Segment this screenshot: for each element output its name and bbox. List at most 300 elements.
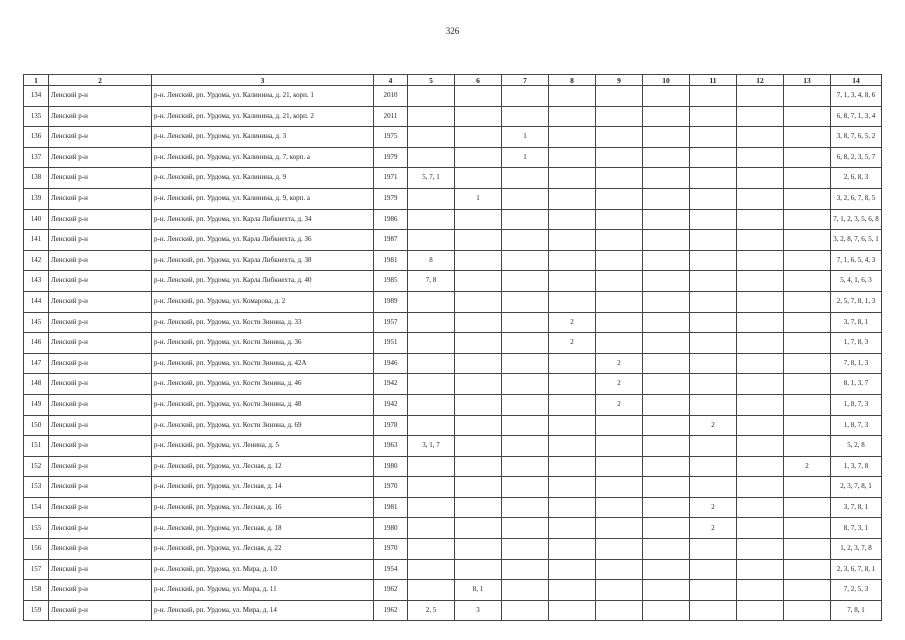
table-cell-col-13 [784, 580, 831, 601]
table-cell-col-1: 158 [24, 580, 49, 601]
table-cell-col-8 [549, 559, 596, 580]
table-cell-col-12 [737, 559, 784, 580]
table-cell-col-10 [643, 477, 690, 498]
table-cell-col-4: 1979 [374, 188, 408, 209]
table-cell-col-3: р-н. Ленский, рп. Урдома, ул. Калинина, д. 7, корп. а [152, 147, 374, 168]
table-cell-col-1: 137 [24, 147, 49, 168]
table-cell-col-1: 148 [24, 374, 49, 395]
table-cell-col-10 [643, 518, 690, 539]
column-header-9: 9 [596, 75, 643, 86]
column-header-1: 1 [24, 75, 49, 86]
table-cell-col-11 [690, 600, 737, 621]
table-cell-col-14: 3, 7, 8, 1 [831, 497, 882, 518]
table-cell-col-8 [549, 250, 596, 271]
table-row [24, 147, 882, 168]
table-cell-col-11 [690, 271, 737, 292]
table-cell-col-3: р-н. Ленский, рп. Урдома, ул. Карла Либкнехта, д. 40 [152, 271, 374, 292]
table-row [24, 209, 882, 230]
table-cell-col-14: 2, 3, 6, 7, 8, 1 [831, 559, 882, 580]
table-cell-col-5: 7, 8 [408, 271, 455, 292]
table-cell-col-11 [690, 539, 737, 560]
table-cell-col-1: 143 [24, 271, 49, 292]
table-row [24, 580, 882, 601]
table-cell-col-3: р-н. Ленский, рп. Урдома, ул. Калинина, д. 3 [152, 127, 374, 148]
table-cell-col-4: 1985 [374, 271, 408, 292]
table-cell-col-4: 1980 [374, 456, 408, 477]
table-cell-col-1: 155 [24, 518, 49, 539]
table-cell-col-13: 2 [784, 456, 831, 477]
table-row [24, 86, 882, 107]
table-cell-col-12 [737, 518, 784, 539]
table-row [24, 353, 882, 374]
table-cell-col-9: 2 [596, 353, 643, 374]
table-body [24, 86, 882, 621]
table-cell-col-4: 1986 [374, 209, 408, 230]
table-cell-col-13 [784, 600, 831, 621]
table-cell-col-1: 140 [24, 209, 49, 230]
table-cell-col-2: Ленский р-н [49, 106, 152, 127]
column-header-8: 8 [549, 75, 596, 86]
table-cell-col-5 [408, 209, 455, 230]
table-cell-col-1: 149 [24, 394, 49, 415]
table-cell-col-8: 2 [549, 333, 596, 354]
table-cell-col-3: р-н. Ленский, рп. Урдома, ул. Ленина, д. 5 [152, 436, 374, 457]
table-cell-col-6 [455, 230, 502, 251]
table-header-row [24, 75, 882, 86]
table-cell-col-11 [690, 559, 737, 580]
table-cell-col-13 [784, 86, 831, 107]
table-cell-col-8 [549, 271, 596, 292]
table-cell-col-11 [690, 230, 737, 251]
table-cell-col-7: 1 [502, 127, 549, 148]
table-cell-col-5 [408, 518, 455, 539]
table-cell-col-6: 8, 1 [455, 580, 502, 601]
table-row [24, 168, 882, 189]
table-cell-col-8 [549, 580, 596, 601]
table-cell-col-5 [408, 394, 455, 415]
table-cell-col-8 [549, 86, 596, 107]
table-cell-col-11 [690, 580, 737, 601]
table-cell-col-4: 1980 [374, 518, 408, 539]
table-cell-col-6 [455, 106, 502, 127]
table-cell-col-3: р-н. Ленский, рп. Урдома, ул. Лесная, д. 14 [152, 477, 374, 498]
table-cell-col-2: Ленский р-н [49, 477, 152, 498]
table-cell-col-2: Ленский р-н [49, 147, 152, 168]
table-cell-col-8 [549, 168, 596, 189]
table-cell-col-12 [737, 209, 784, 230]
column-header-5: 5 [408, 75, 455, 86]
table-cell-col-2: Ленский р-н [49, 188, 152, 209]
table-cell-col-12 [737, 394, 784, 415]
table-cell-col-13 [784, 106, 831, 127]
table-cell-col-11 [690, 436, 737, 457]
table-cell-col-13 [784, 559, 831, 580]
table-cell-col-1: 135 [24, 106, 49, 127]
table-cell-col-13 [784, 394, 831, 415]
table-cell-col-5 [408, 86, 455, 107]
table-cell-col-11 [690, 477, 737, 498]
table-cell-col-11 [690, 106, 737, 127]
table-cell-col-2: Ленский р-н [49, 353, 152, 374]
table-cell-col-14: 1, 8, 7, 3 [831, 415, 882, 436]
table-cell-col-4: 2010 [374, 86, 408, 107]
table-cell-col-12 [737, 147, 784, 168]
table-cell-col-9: 2 [596, 374, 643, 395]
table-cell-col-8 [549, 477, 596, 498]
table-cell-col-8 [549, 539, 596, 560]
column-header-7: 7 [502, 75, 549, 86]
table-cell-col-14: 2, 3, 7, 8, 1 [831, 477, 882, 498]
table-cell-col-2: Ленский р-н [49, 127, 152, 148]
table-cell-col-7 [502, 600, 549, 621]
table-cell-col-8 [549, 147, 596, 168]
table-cell-col-3: р-н. Ленский, рп. Урдома, ул. Кости Зинина, д. 46 [152, 374, 374, 395]
table-cell-col-6 [455, 456, 502, 477]
table-cell-col-6 [455, 497, 502, 518]
table-cell-col-9 [596, 188, 643, 209]
table-cell-col-2: Ленский р-н [49, 374, 152, 395]
table-cell-col-14: 7, 1, 6, 5, 4, 3 [831, 250, 882, 271]
table-cell-col-8: 2 [549, 312, 596, 333]
table-cell-col-12 [737, 86, 784, 107]
table-cell-col-6 [455, 374, 502, 395]
table-cell-col-9 [596, 250, 643, 271]
table-cell-col-14: 2, 5, 7, 8, 1, 3 [831, 291, 882, 312]
table-cell-col-3: р-н. Ленский, рп. Урдома, ул. Комарова, д. 2 [152, 291, 374, 312]
table-cell-col-2: Ленский р-н [49, 539, 152, 560]
table-cell-col-13 [784, 168, 831, 189]
table-cell-col-5 [408, 127, 455, 148]
table-cell-col-2: Ленский р-н [49, 312, 152, 333]
table-cell-col-10 [643, 353, 690, 374]
table-cell-col-4: 1954 [374, 559, 408, 580]
table-cell-col-6 [455, 312, 502, 333]
table-cell-col-8 [549, 353, 596, 374]
table-cell-col-3: р-н. Ленский, рп. Урдома, ул. Кости Зинина, д. 48 [152, 394, 374, 415]
table-cell-col-12 [737, 230, 784, 251]
table-cell-col-2: Ленский р-н [49, 333, 152, 354]
table-cell-col-7 [502, 456, 549, 477]
table-cell-col-10 [643, 456, 690, 477]
table-cell-col-1: 141 [24, 230, 49, 251]
table-cell-col-11 [690, 188, 737, 209]
table-cell-col-1: 139 [24, 188, 49, 209]
table-cell-col-7 [502, 415, 549, 436]
table-cell-col-10 [643, 333, 690, 354]
table-cell-col-4: 1963 [374, 436, 408, 457]
table-cell-col-10 [643, 291, 690, 312]
table-cell-col-3: р-н. Ленский, рп. Урдома, ул. Мира, д. 10 [152, 559, 374, 580]
table-cell-col-1: 136 [24, 127, 49, 148]
table-row [24, 539, 882, 560]
table-cell-col-13 [784, 497, 831, 518]
table-cell-col-8 [549, 106, 596, 127]
table-cell-col-4: 1951 [374, 333, 408, 354]
table-cell-col-1: 157 [24, 559, 49, 580]
table-cell-col-10 [643, 168, 690, 189]
table-cell-col-8 [549, 497, 596, 518]
table-cell-col-4: 1970 [374, 477, 408, 498]
table-cell-col-14: 7, 8, 1 [831, 600, 882, 621]
table-cell-col-9 [596, 312, 643, 333]
table-cell-col-12 [737, 456, 784, 477]
table-cell-col-12 [737, 600, 784, 621]
table-cell-col-3: р-н. Ленский, рп. Урдома, ул. Карла Либкнехта, д. 36 [152, 230, 374, 251]
table-cell-col-4: 1987 [374, 230, 408, 251]
table-cell-col-10 [643, 600, 690, 621]
table-cell-col-14: 7, 1, 2, 3, 5, 6, 8 [831, 209, 882, 230]
table-cell-col-4: 2011 [374, 106, 408, 127]
table-cell-col-8 [549, 127, 596, 148]
table-cell-col-5 [408, 353, 455, 374]
table-cell-col-2: Ленский р-н [49, 291, 152, 312]
table-cell-col-12 [737, 106, 784, 127]
table-cell-col-1: 134 [24, 86, 49, 107]
table-cell-col-14: 3, 2, 8, 7, 6, 5, 1 [831, 230, 882, 251]
table-cell-col-13 [784, 209, 831, 230]
table-cell-col-12 [737, 436, 784, 457]
table-cell-col-4: 1962 [374, 580, 408, 601]
table-cell-col-9 [596, 291, 643, 312]
table-cell-col-13 [784, 271, 831, 292]
table-cell-col-2: Ленский р-н [49, 518, 152, 539]
table-cell-col-14: 8, 7, 3, 1 [831, 518, 882, 539]
table-row [24, 291, 882, 312]
table-cell-col-9 [596, 600, 643, 621]
column-header-11: 11 [690, 75, 737, 86]
table-cell-col-8 [549, 600, 596, 621]
table-cell-col-1: 142 [24, 250, 49, 271]
table-row [24, 271, 882, 292]
table-cell-col-14: 7, 2, 5, 3 [831, 580, 882, 601]
table-cell-col-10 [643, 106, 690, 127]
table-cell-col-4: 1978 [374, 415, 408, 436]
table-cell-col-14: 6, 8, 2, 3, 5, 7 [831, 147, 882, 168]
table-cell-col-12 [737, 188, 784, 209]
table-cell-col-13 [784, 353, 831, 374]
table-cell-col-2: Ленский р-н [49, 559, 152, 580]
table-cell-col-5 [408, 415, 455, 436]
table-cell-col-9 [596, 436, 643, 457]
table-cell-col-11 [690, 250, 737, 271]
table-cell-col-5 [408, 188, 455, 209]
table-cell-col-9 [596, 333, 643, 354]
table-cell-col-13 [784, 291, 831, 312]
table-cell-col-14: 1, 2, 3, 7, 8 [831, 539, 882, 560]
table-cell-col-4: 1962 [374, 600, 408, 621]
table-cell-col-5: 5, 7, 1 [408, 168, 455, 189]
table-cell-col-3: р-н. Ленский, рп. Урдома, ул. Лесная, д. 18 [152, 518, 374, 539]
table-cell-col-13 [784, 188, 831, 209]
table-row [24, 188, 882, 209]
table-cell-col-13 [784, 333, 831, 354]
table-cell-col-1: 151 [24, 436, 49, 457]
table-row [24, 312, 882, 333]
table-cell-col-6 [455, 518, 502, 539]
table-cell-col-9 [596, 86, 643, 107]
table-cell-col-2: Ленский р-н [49, 415, 152, 436]
table-cell-col-9 [596, 559, 643, 580]
table-cell-col-4: 1942 [374, 394, 408, 415]
table-cell-col-9 [596, 456, 643, 477]
table-cell-col-7 [502, 333, 549, 354]
table-cell-col-7 [502, 436, 549, 457]
table-cell-col-6 [455, 333, 502, 354]
table-cell-col-11 [690, 456, 737, 477]
table-cell-col-6: 1 [455, 188, 502, 209]
table-row [24, 127, 882, 148]
table-cell-col-12 [737, 415, 784, 436]
table-row [24, 333, 882, 354]
table-cell-col-4: 1975 [374, 127, 408, 148]
table-cell-col-10 [643, 86, 690, 107]
table-cell-col-11 [690, 333, 737, 354]
table-cell-col-2: Ленский р-н [49, 168, 152, 189]
table-cell-col-9 [596, 415, 643, 436]
column-header-14: 14 [831, 75, 882, 86]
table-cell-col-10 [643, 394, 690, 415]
table-cell-col-10 [643, 209, 690, 230]
table-cell-col-10 [643, 497, 690, 518]
table-cell-col-8 [549, 436, 596, 457]
table-cell-col-5 [408, 147, 455, 168]
table-cell-col-11 [690, 374, 737, 395]
table-cell-col-7 [502, 353, 549, 374]
table-row [24, 518, 882, 539]
table-cell-col-6 [455, 436, 502, 457]
table-cell-col-10 [643, 230, 690, 251]
table-cell-col-8 [549, 209, 596, 230]
table-cell-col-11 [690, 86, 737, 107]
table-cell-col-3: р-н. Ленский, рп. Урдома, ул. Мира, д. 11 [152, 580, 374, 601]
table-cell-col-3: р-н. Ленский, рп. Урдома, ул. Лесная, д. 22 [152, 539, 374, 560]
table-cell-col-6 [455, 147, 502, 168]
table-cell-col-5 [408, 477, 455, 498]
table-cell-col-14: 1, 7, 8, 3 [831, 333, 882, 354]
table-cell-col-6 [455, 394, 502, 415]
table-cell-col-10 [643, 415, 690, 436]
table-row [24, 106, 882, 127]
table-cell-col-13 [784, 415, 831, 436]
table-cell-col-4: 1957 [374, 312, 408, 333]
table-cell-col-10 [643, 580, 690, 601]
table-cell-col-7 [502, 230, 549, 251]
table-cell-col-11 [690, 394, 737, 415]
table-cell-col-12 [737, 333, 784, 354]
table-cell-col-8 [549, 291, 596, 312]
table-cell-col-5: 2, 5 [408, 600, 455, 621]
table-cell-col-14: 6, 8, 7, 1, 3, 4 [831, 106, 882, 127]
table-cell-col-6 [455, 477, 502, 498]
table-cell-col-12 [737, 580, 784, 601]
table-cell-col-6 [455, 353, 502, 374]
table-cell-col-13 [784, 436, 831, 457]
table-cell-col-3: р-н. Ленский, рп. Урдома, ул. Мира, д. 14 [152, 600, 374, 621]
table-cell-col-14: 3, 7, 8, 1 [831, 312, 882, 333]
table-cell-col-2: Ленский р-н [49, 394, 152, 415]
table-cell-col-9: 2 [596, 394, 643, 415]
table-cell-col-6 [455, 250, 502, 271]
table-cell-col-9 [596, 230, 643, 251]
table-cell-col-3: р-н. Ленский, рп. Урдома, ул. Карла Либкнехта, д. 38 [152, 250, 374, 271]
table-cell-col-5 [408, 559, 455, 580]
table-cell-col-6 [455, 559, 502, 580]
table-cell-col-11: 2 [690, 415, 737, 436]
table-cell-col-10 [643, 147, 690, 168]
table-cell-col-7 [502, 374, 549, 395]
table-cell-col-13 [784, 539, 831, 560]
table-cell-col-1: 159 [24, 600, 49, 621]
table-cell-col-8 [549, 230, 596, 251]
table-cell-col-11 [690, 209, 737, 230]
table-cell-col-10 [643, 559, 690, 580]
table-cell-col-14: 7, 1, 3, 4, 8, 6 [831, 86, 882, 107]
column-header-2: 2 [49, 75, 152, 86]
table-cell-col-13 [784, 312, 831, 333]
table-cell-col-11 [690, 147, 737, 168]
table-cell-col-7 [502, 86, 549, 107]
table-cell-col-13 [784, 147, 831, 168]
table-cell-col-6 [455, 291, 502, 312]
table-cell-col-12 [737, 250, 784, 271]
table-cell-col-9 [596, 477, 643, 498]
table-cell-col-10 [643, 188, 690, 209]
table-row [24, 600, 882, 621]
table-cell-col-4: 1981 [374, 497, 408, 518]
table-cell-col-10 [643, 436, 690, 457]
register-table [23, 74, 882, 621]
table-cell-col-1: 153 [24, 477, 49, 498]
table-cell-col-2: Ленский р-н [49, 250, 152, 271]
table-cell-col-1: 154 [24, 497, 49, 518]
table-cell-col-2: Ленский р-н [49, 230, 152, 251]
table-cell-col-9 [596, 539, 643, 560]
table-cell-col-6 [455, 168, 502, 189]
table-cell-col-13 [784, 518, 831, 539]
table-cell-col-12 [737, 168, 784, 189]
table-cell-col-3: р-н. Ленский, рп. Урдома, ул. Кости Зинина, д. 33 [152, 312, 374, 333]
table-cell-col-6 [455, 539, 502, 560]
table-cell-col-5 [408, 456, 455, 477]
table-cell-col-13 [784, 127, 831, 148]
table-cell-col-14: 5, 2, 8 [831, 436, 882, 457]
table-row [24, 250, 882, 271]
table-cell-col-8 [549, 518, 596, 539]
table-cell-col-5 [408, 497, 455, 518]
table-cell-col-5 [408, 333, 455, 354]
table-cell-col-11: 2 [690, 518, 737, 539]
table-cell-col-10 [643, 312, 690, 333]
table-cell-col-2: Ленский р-н [49, 497, 152, 518]
column-header-6: 6 [455, 75, 502, 86]
table-cell-col-4: 1979 [374, 147, 408, 168]
table-cell-col-8 [549, 456, 596, 477]
table-cell-col-7 [502, 291, 549, 312]
table-cell-col-1: 138 [24, 168, 49, 189]
table-cell-col-7 [502, 106, 549, 127]
table-cell-col-10 [643, 250, 690, 271]
table-cell-col-3: р-н. Ленский, рп. Урдома, ул. Кости Зинина, д. 42А [152, 353, 374, 374]
table-cell-col-3: р-н. Ленский, рп. Урдома, ул. Лесная, д. 12 [152, 456, 374, 477]
table-cell-col-3: р-н. Ленский, рп. Урдома, ул. Лесная, д. 16 [152, 497, 374, 518]
table-cell-col-4: 1981 [374, 250, 408, 271]
table-cell-col-2: Ленский р-н [49, 456, 152, 477]
table-cell-col-5 [408, 291, 455, 312]
table-cell-col-11 [690, 127, 737, 148]
table-cell-col-7 [502, 497, 549, 518]
table-cell-col-4: 1942 [374, 374, 408, 395]
table-cell-col-6 [455, 415, 502, 436]
